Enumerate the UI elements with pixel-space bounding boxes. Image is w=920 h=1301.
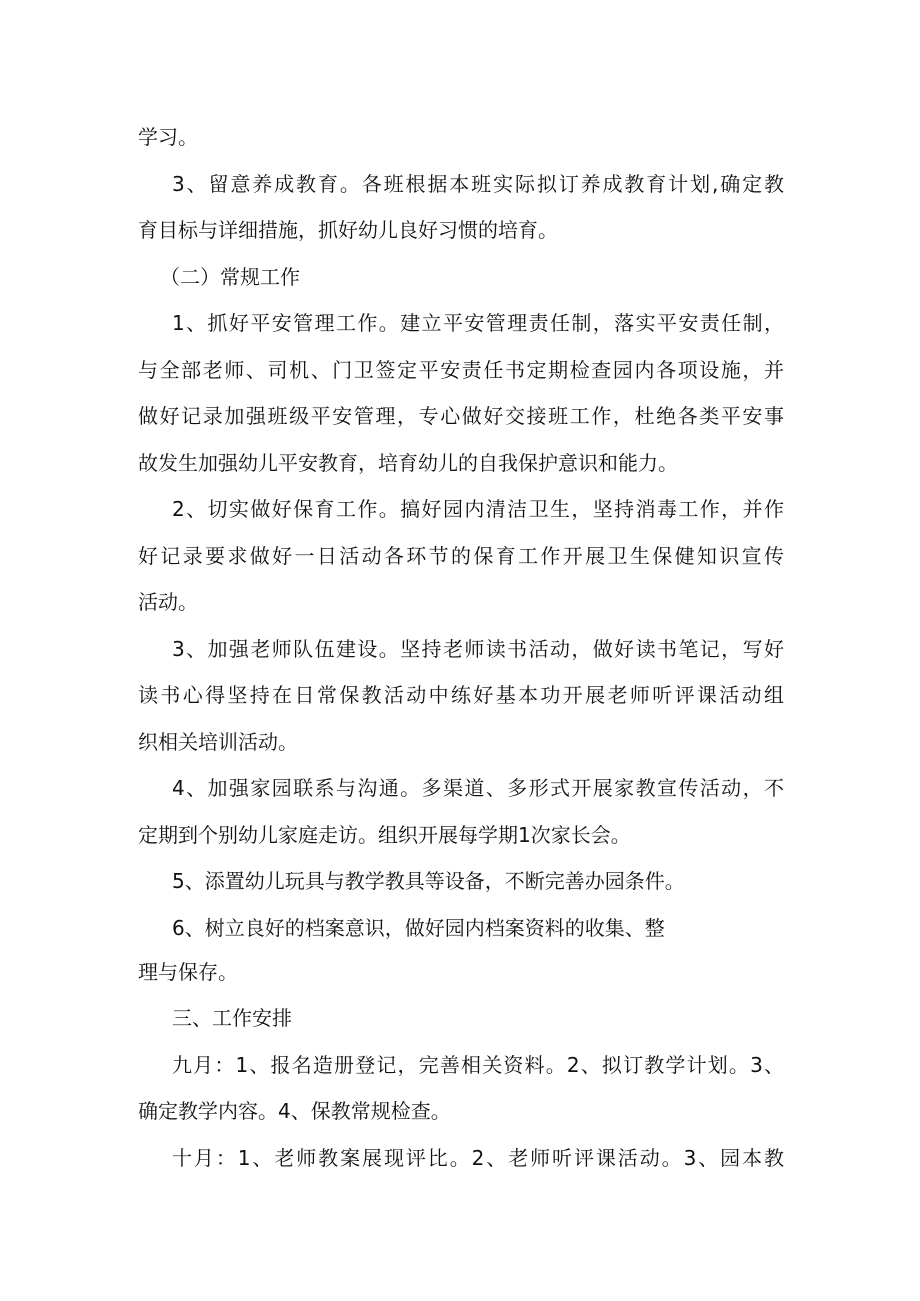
text-line: 故发生加强幼儿平安教育，培育幼儿的自我保护意识和能力。 [138, 450, 678, 475]
text-line: 活动。 [138, 590, 198, 614]
text-line: 5、添置幼儿玩具与教学教具等设备，不断完善办园条件。 [172, 869, 685, 893]
text-line: 与全部老师、司机、门卫签定平安责任书定期检查园内各项设施，并 [138, 357, 784, 382]
document-page [138, 122, 784, 1189]
text-line: 读书心得坚持在日常保教活动中练好基本功开展老师听评课活动组 [138, 683, 784, 707]
text-line: 学习。 [138, 125, 198, 149]
text-line: 十月：1、老师教案展现评比。2、老师听评课活动。3、园本教 [172, 1145, 784, 1170]
text-line: 好记录要求做好一日活动各环节的保育工作开展卫生保健知识宣传 [138, 543, 784, 568]
text-line: 九月：1、报名造册登记，完善相关资料。2、拟订教学计划。3、 [172, 1052, 784, 1077]
text-line: 理与保存。 [138, 959, 238, 984]
text-line: 1、抓好平安管理工作。建立平安管理责任制，落实平安责任制， [172, 311, 784, 335]
text-line: 6、树立良好的档案意识，做好园内档案资料的收集、整 [172, 915, 665, 940]
text-line: 定期到个别幼儿家庭走访。组织开展每学期1次家长会。 [138, 822, 631, 847]
text-line: 3、加强老师队伍建设。坚持老师读书活动，做好读书笔记，写好 [172, 636, 784, 661]
text-line: 确定教学内容。4、保教常规检查。 [138, 1099, 451, 1123]
text-line: 织相关培训活动。 [138, 729, 298, 754]
text-line: 4、加强家园联系与沟通。多渠道、多形式开展家教宣传活动，不 [172, 776, 784, 800]
section-heading: 三、工作安排 [172, 1006, 292, 1030]
text-line: 做好记录加强班级平安管理，专心做好交接班工作，杜绝各类平安事 [138, 404, 784, 428]
text-line: 2、切实做好保育工作。搞好园内清洁卫生，坚持消毒工作，并作 [172, 497, 784, 521]
text-line: 3、留意养成教育。各班根据本班实际拟订养成教育计划,确定教 [172, 171, 784, 196]
text-line: 育目标与详细措施，抓好幼儿良好习惯的培育。 [138, 218, 558, 242]
section-heading: （二）常规工作 [160, 264, 300, 289]
